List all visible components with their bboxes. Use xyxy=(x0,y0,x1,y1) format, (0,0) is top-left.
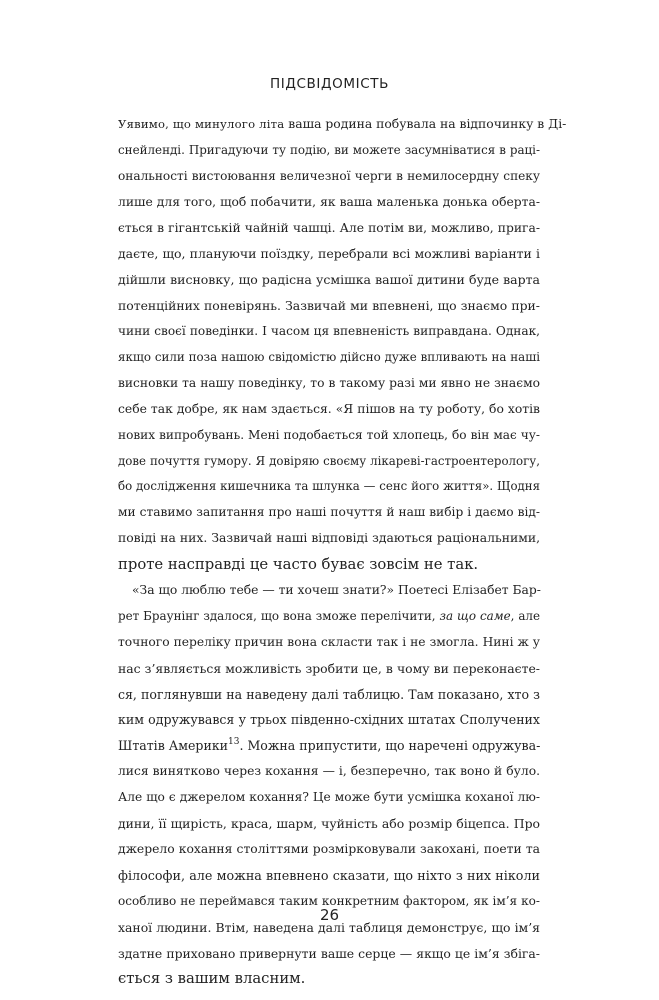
text-line: дини, її щирість, краса, шарм, чуйність або розмір біцепса. Про xyxy=(118,816,540,832)
text-line: чини своєї поведінки. І часом ця впевненість виправдана. Однак, xyxy=(118,324,540,339)
text-line: бо дослідження кишечника та шлунка — сенс його життя». Щодня xyxy=(118,479,540,494)
text-line: снейленді. Пригадуючи ту подію, ви можете засумніватися в раці- xyxy=(118,142,540,157)
text-line: проте насправді це часто буває зовсім не так. xyxy=(118,556,479,574)
footnote-marker: 13 xyxy=(228,737,240,748)
small-caps-lead-in: Уявимо, що минулого літа xyxy=(118,117,285,131)
text-line: філософи, але можна впевнено сказати, що ніхто з них ніколи xyxy=(118,867,540,883)
text-line: Але що є джерелом кохання? Це може бути усмішка коханої лю- xyxy=(118,790,540,805)
text-line: ється в гігантській чайній чашці. Але потім ви, можливо, прига- xyxy=(118,220,540,235)
text-line: ким одружувався у трьох південно-східних штатах Сполучених xyxy=(118,712,540,728)
text-line: рет Браунінг здалося, що вона зможе перелічити, за що саме, але xyxy=(118,608,540,623)
text-line: джерело кохання століттями розмірковували закохані, поети та xyxy=(118,841,540,856)
text-line: даєте, що, плануючи поїздку, перебрали всі можливі варіанти і xyxy=(118,246,540,262)
text-line: ся, поглянувши на наведену далі таблицю. Там показано, хто з xyxy=(118,686,540,702)
page-number: 26 xyxy=(319,906,340,924)
text-line: Уявимо, що минулого літа ваша родина побувала на відпочинку в Ді- xyxy=(118,117,567,131)
text-line: висновки та нашу поведінку, то в такому разі ми явно не знаємо xyxy=(118,375,540,390)
text-line: особливо не переймався таким конкретним фактором, як ім’я ко- xyxy=(118,893,540,908)
running-head: ПІДСВІДОМІСТЬ xyxy=(270,76,389,92)
text-line: ється з вашим власним. xyxy=(118,970,306,988)
text-line: якщо сили поза нашою свідомістю дійсно дуже впливають на наші xyxy=(118,350,540,365)
text-line: дійшли висновку, що радісна усмішка вашої дитини буде варта xyxy=(118,272,540,288)
text-line: себе так добре, як нам здається. «Я пішов на ту роботу, бо хотів xyxy=(118,401,540,416)
italic-emphasis: за що саме xyxy=(439,608,511,623)
text-line: нових випробувань. Мені подобається той хлопець, бо він має чу- xyxy=(118,427,540,442)
text-line: потенційних поневірянь. Зазвичай ми впевнені, що знаємо при- xyxy=(118,298,540,314)
text-line: дове почуття гумору. Я довіряю своєму лікареві-гастроентерологу, xyxy=(118,453,540,468)
text-line: «За що люблю тебе — ти хочеш знати?» Поетесі Елізабет Бар- xyxy=(132,583,541,598)
body-text xyxy=(118,112,567,992)
text-line: повіді на них. Зазвичай наші відповіді здаються раціональними, xyxy=(118,531,540,546)
text-line: здатне приховано привернути ваше серце — якщо це ім’я збіга- xyxy=(118,945,540,961)
text-line: лише для того, щоб побачити, як ваша маленька донька оберта- xyxy=(118,194,540,209)
text-line: ханої людини. Втім, наведена далі таблиця демонструє, що ім’я xyxy=(118,919,540,935)
text-line: ми ставимо запитання про наші почуття й наш вибір і даємо від- xyxy=(118,505,540,520)
text-line: ональності вистоювання величезної черги в немилосердну спеку xyxy=(118,168,540,183)
text-line: точного переліку причин вона скласти так і не змогла. Нині ж у xyxy=(118,634,540,649)
text-line: Штатів Америки$^{13}$. Можна припустити, що наречені одружува- xyxy=(118,737,541,754)
text-line: лися винятково через кохання — і, безперечно, так воно й було. xyxy=(118,764,540,779)
text-line: нас з’являється можливість зробити це, в чому ви переконаєте- xyxy=(118,660,540,676)
